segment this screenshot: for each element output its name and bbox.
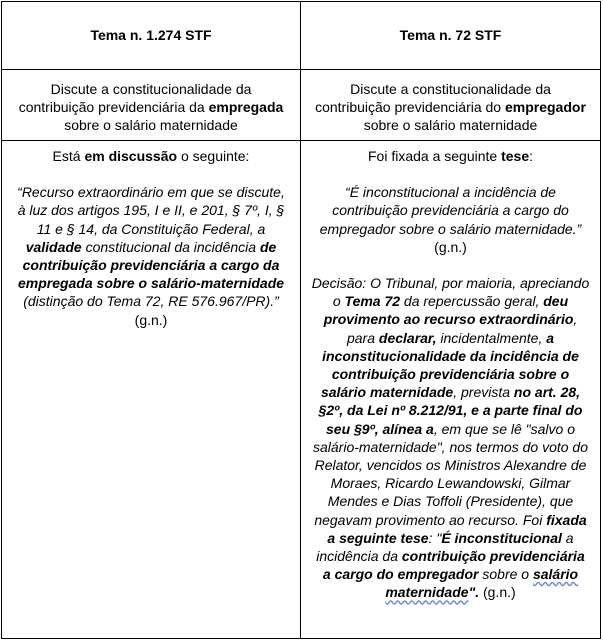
description-right-text: Discute a constitucionalidade da contribuição previdenciária do	[315, 80, 551, 115]
decision-run: contribuição previdenciária a cargo do empregador	[322, 548, 585, 583]
decision-run: a incidência da	[316, 529, 574, 565]
right-thesis-text: “É inconstitucional a incidência de contribuição previdenciária a cargo do empregador sobre o salário maternidade.”	[319, 184, 582, 237]
description-right-tail: sobre o salário maternidade	[363, 117, 538, 134]
description-right-emphasis: empregador	[504, 98, 586, 115]
left-quote-text: “Recurso extraordinário em que se discute, à luz dos artigos 195, I e II, e 201, § 7º, I, § 11 e § 14, da Constituição Federal, a	[17, 184, 285, 237]
decision-run: fixada a seguinte tese	[327, 511, 587, 546]
description-row	[2, 70, 601, 141]
right-intro	[311, 147, 590, 165]
decision-run: deu provimento ao recurso extraordinário	[323, 293, 574, 328]
right-thesis	[311, 183, 590, 256]
left-quote-emphasis-2: de contribuição previdenciária a cargo da empregada sobre o salário-maternidade	[17, 238, 285, 292]
decision-run: , em que se lê "salvo o salário-maternidade", nos termos do voto do Relator, vencidos os Ministros Alexandre de Moraes, Ricardo Lewandowski, Gilmar Mendes e Dias Toffoli (Presidente), que negavam provimento ao recurso. Foi	[312, 420, 588, 528]
decision-run: , para	[346, 311, 578, 346]
right-thesis-gn: (g.n.)	[434, 238, 467, 255]
left-intro-text: Está	[52, 148, 85, 164]
header-tema-1274: Tema n. 1.274 STF	[2, 2, 301, 70]
content-right	[301, 141, 601, 639]
description-left-text: Discute a constitucionalidade da contribuição previdenciária da	[18, 80, 252, 115]
right-decision	[311, 274, 590, 602]
decision-run: sobre o	[478, 566, 533, 583]
decision-run: incidentalmente,	[436, 329, 547, 346]
description-left-emphasis: empregada	[208, 98, 284, 115]
decision-run: (g.n.)	[479, 584, 516, 601]
header-row	[2, 2, 601, 70]
left-quote-emphasis-1: validade	[25, 238, 82, 255]
description-right	[301, 70, 601, 141]
decision-run: , prevista	[453, 384, 514, 401]
decision-run: É inconstitucional	[441, 529, 562, 546]
content-row	[2, 141, 601, 639]
left-intro-emphasis: em discussão	[84, 148, 178, 164]
right-intro-text: Foi fixada a seguinte	[367, 148, 502, 164]
decision-run: no art. 28, §2º, da Lei nº 8.212/91, e a parte final do seu §9º, alínea a	[318, 384, 583, 437]
left-quote-text-2: constitucional da incidência	[81, 238, 260, 255]
decision-run: Decisão: O Tribunal, por maioria, apreciando o	[311, 275, 590, 310]
decision-run: Tema 72	[344, 293, 401, 310]
decision-run: : "	[428, 529, 442, 546]
left-intro-tail: o seguinte:	[177, 148, 250, 164]
decision-run: salário maternidade	[385, 566, 579, 601]
left-intro	[12, 147, 290, 165]
left-quote-text-3: (distinção do Tema 72, RE 576.967/PR).”	[23, 293, 279, 310]
right-intro-emphasis: tese	[501, 148, 530, 164]
left-quote-gn: (g.n.)	[134, 311, 168, 328]
comparison-table	[1, 1, 601, 639]
description-left	[2, 70, 301, 141]
left-quote	[12, 183, 290, 329]
description-left-tail: sobre o salário maternidade	[64, 117, 238, 134]
right-intro-tail: :	[529, 148, 533, 164]
decision-run: da repercussão geral,	[400, 293, 544, 310]
content-left	[2, 141, 301, 639]
decision-run: declarar,	[378, 329, 437, 346]
decision-run: a inconstitucionalidade da incidência de contribuição previdenciária sobre o salário maternidade	[320, 329, 579, 401]
header-tema-72: Tema n. 72 STF	[301, 2, 601, 70]
decision-run: ".	[468, 584, 480, 601]
